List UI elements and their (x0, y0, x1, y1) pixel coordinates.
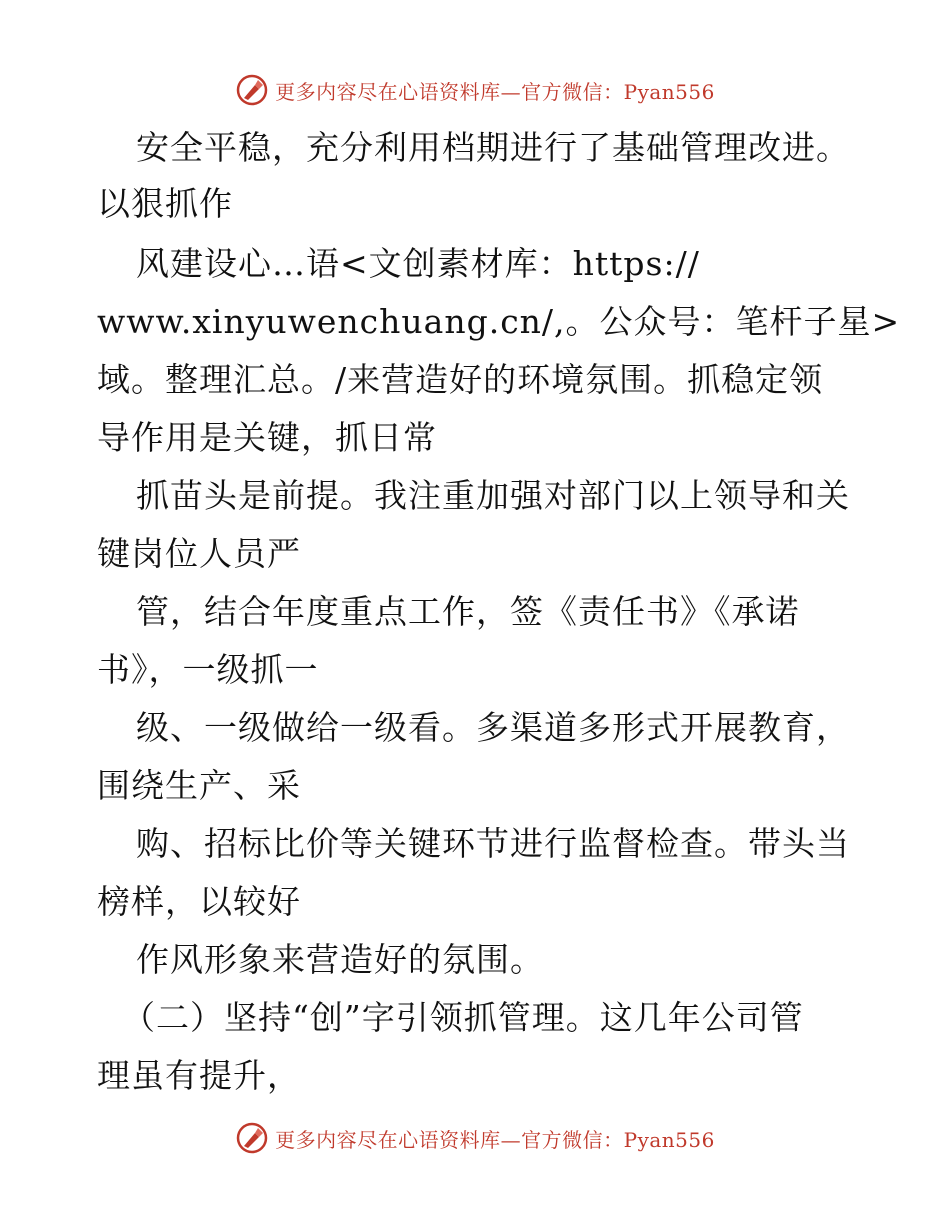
body-line: 以狠抓作 (97, 184, 233, 223)
body-line: 安全平稳，充分利用档期进行了基础管理改进。 (136, 128, 850, 167)
body-line: 购、招标比价等关键环节进行监督检查。带头当 (136, 824, 850, 863)
body-line: 键岗位人员严 (97, 534, 301, 573)
body-line: www.xinyuwenchuang.cn/,。公众号：笔杆子星> (97, 302, 901, 341)
pen-nib-logo-icon (235, 73, 269, 107)
body-line: （二）坚持“创”字引领抓管理。这几年公司管 (122, 998, 804, 1037)
footer-watermark (0, 1118, 950, 1158)
body-line: 管，结合年度重点工作，签《责任书》《承诺 (136, 592, 800, 631)
body-line: 级、一级做给一级看。多渠道多形式开展教育， (136, 708, 850, 747)
body-line: 围绕生产、采 (97, 766, 301, 805)
watermark-text: 更多内容尽在心语资料库—官方微信：Pyan556 (275, 1127, 715, 1152)
body-line: 风建设心…语<文创素材库：https:// (136, 244, 700, 283)
body-line: 榜样，以较好 (97, 882, 301, 921)
body-line: 理虽有提升， (97, 1056, 301, 1095)
header-watermark (0, 70, 950, 110)
body-line: 导作用是关键，抓日常 (97, 418, 437, 457)
body-line: 抓苗头是前提。我注重加强对部门以上领导和关 (136, 476, 850, 515)
body-line: 作风形象来营造好的氛围。 (136, 940, 544, 979)
body-line: 书》，一级抓一 (97, 650, 319, 689)
body-line: 域。整理汇总。/来营造好的环境氛围。抓稳定领 (97, 360, 824, 399)
watermark-text: 更多内容尽在心语资料库—官方微信：Pyan556 (275, 79, 715, 104)
pen-nib-logo-icon (235, 1121, 269, 1155)
